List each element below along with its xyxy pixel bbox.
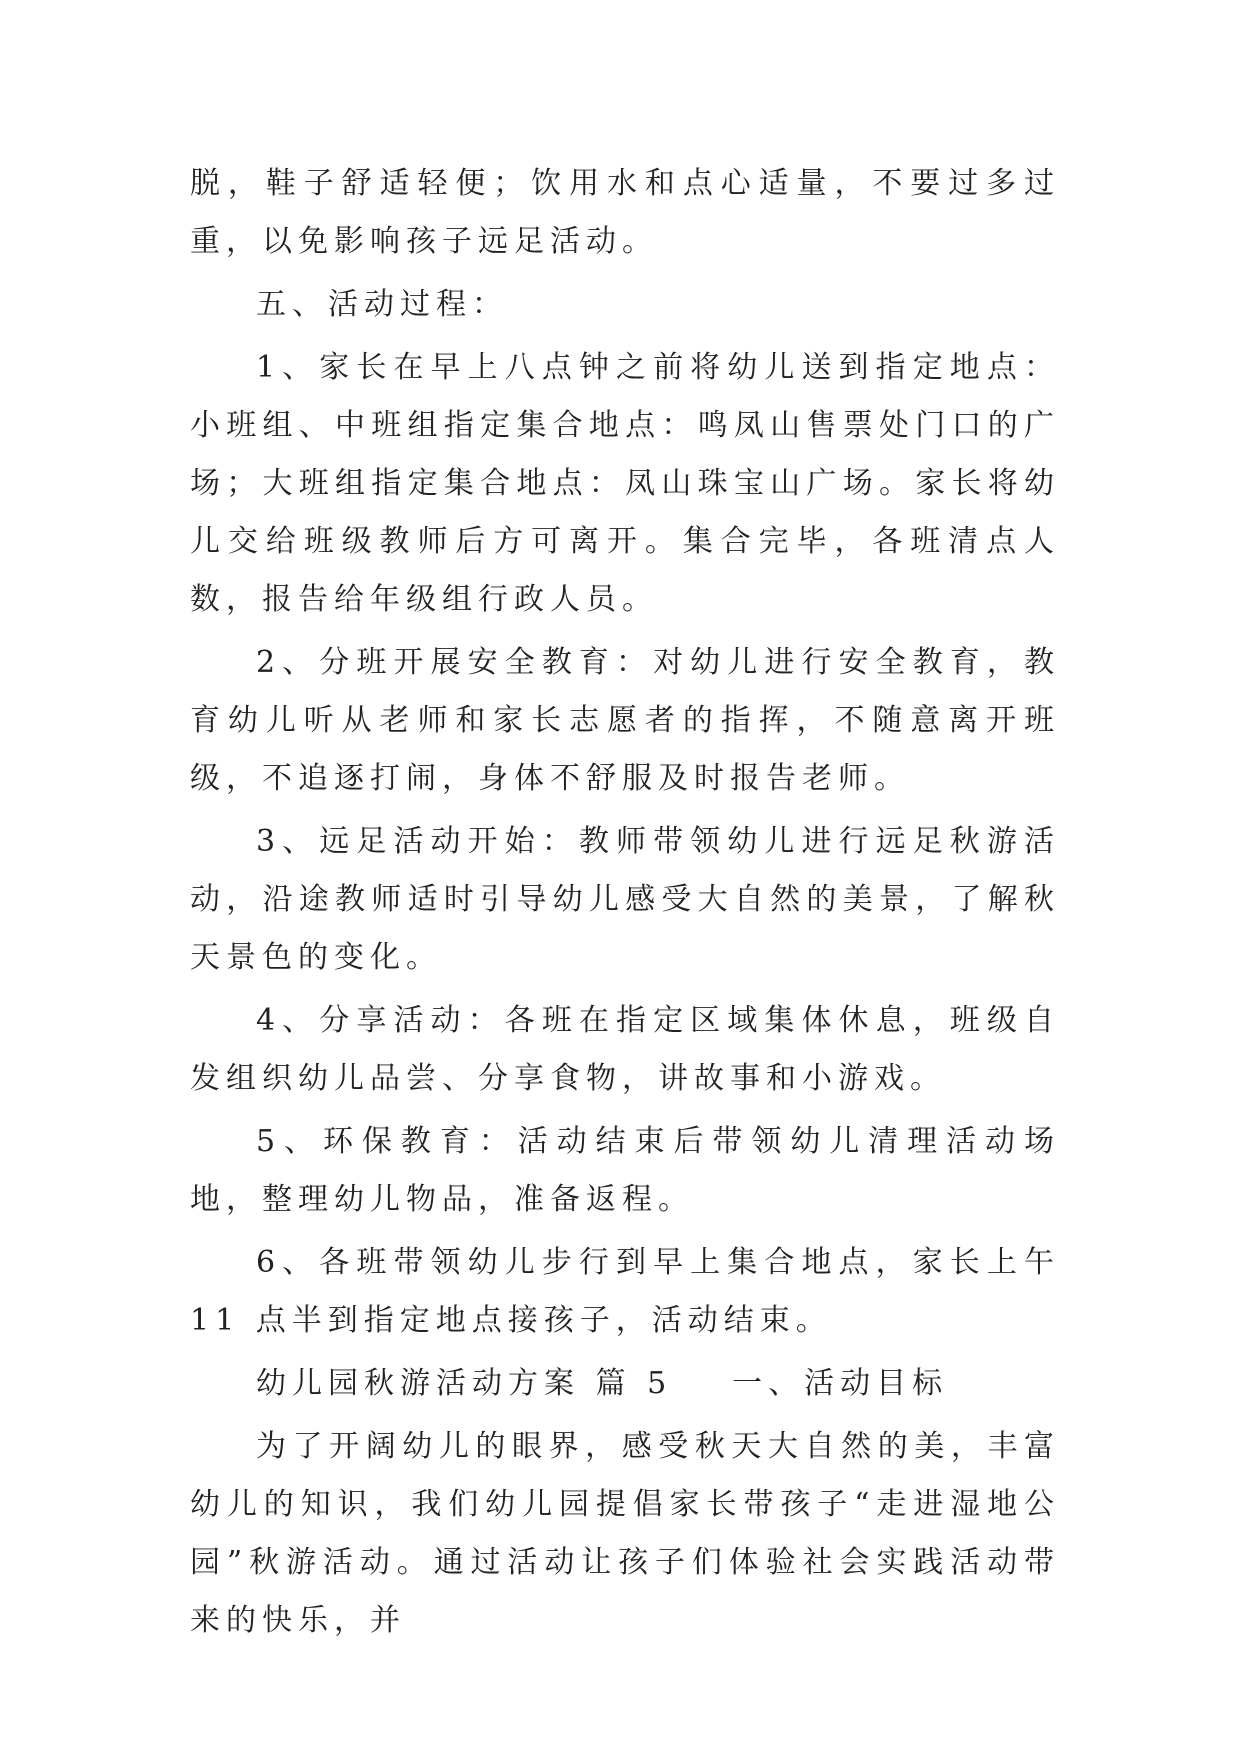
paragraph-step-2: 2、分班开展安全教育：对幼儿进行安全教育，教育幼儿听从老师和家长志愿者的指挥，不随意离开班级，不追逐打闹，身体不舒服及时报告老师。	[190, 645, 1060, 796]
paragraph-step-4: 4、分享活动：各班在指定区域集体休息，班级自发组织幼儿品尝、分享食物，讲故事和小游戏。	[190, 1003, 1060, 1096]
section-heading-plan-5	[190, 1355, 1060, 1413]
paragraph-continuation: 脱，鞋子舒适轻便；饮用水和点心适量，不要过多过重，以免影响孩子远足活动。	[190, 166, 1060, 259]
plan-subtitle: 一、活动目标	[732, 1366, 949, 1401]
plan-title: 幼儿园秋游活动方案 篇 5	[256, 1366, 673, 1401]
paragraph-step-6: 6、各班带领幼儿步行到早上集合地点，家长上午 11 点半到指定地点接孩子，活动结束。	[190, 1245, 1060, 1338]
document-body	[190, 155, 1060, 1655]
paragraph-activity-goal: 为了开阔幼儿的眼界，感受秋天大自然的美，丰富幼儿的知识，我们幼儿园提倡家长带孩子“走进湿地公园”秋游活动。通过活动让孩子们体验社会实践活动带来的快乐，并	[190, 1429, 1060, 1638]
paragraph-step-1: 1、家长在早上八点钟之前将幼儿送到指定地点：小班组、中班组指定集合地点：鸣凤山售票处门口的广场；大班组指定集合地点：凤山珠宝山广场。家长将幼儿交给班级教师后方可离开。集合完毕，各班清点人数，报告给年级组行政人员。	[190, 350, 1060, 617]
paragraph-step-5: 5、环保教育：活动结束后带领幼儿清理活动场地，整理幼儿物品，准备返程。	[190, 1124, 1060, 1217]
section-heading-activity-process: 五、活动过程：	[256, 287, 508, 322]
paragraph-step-3: 3、远足活动开始：教师带领幼儿进行远足秋游活动，沿途教师适时引导幼儿感受大自然的美景，了解秋天景色的变化。	[190, 824, 1060, 975]
